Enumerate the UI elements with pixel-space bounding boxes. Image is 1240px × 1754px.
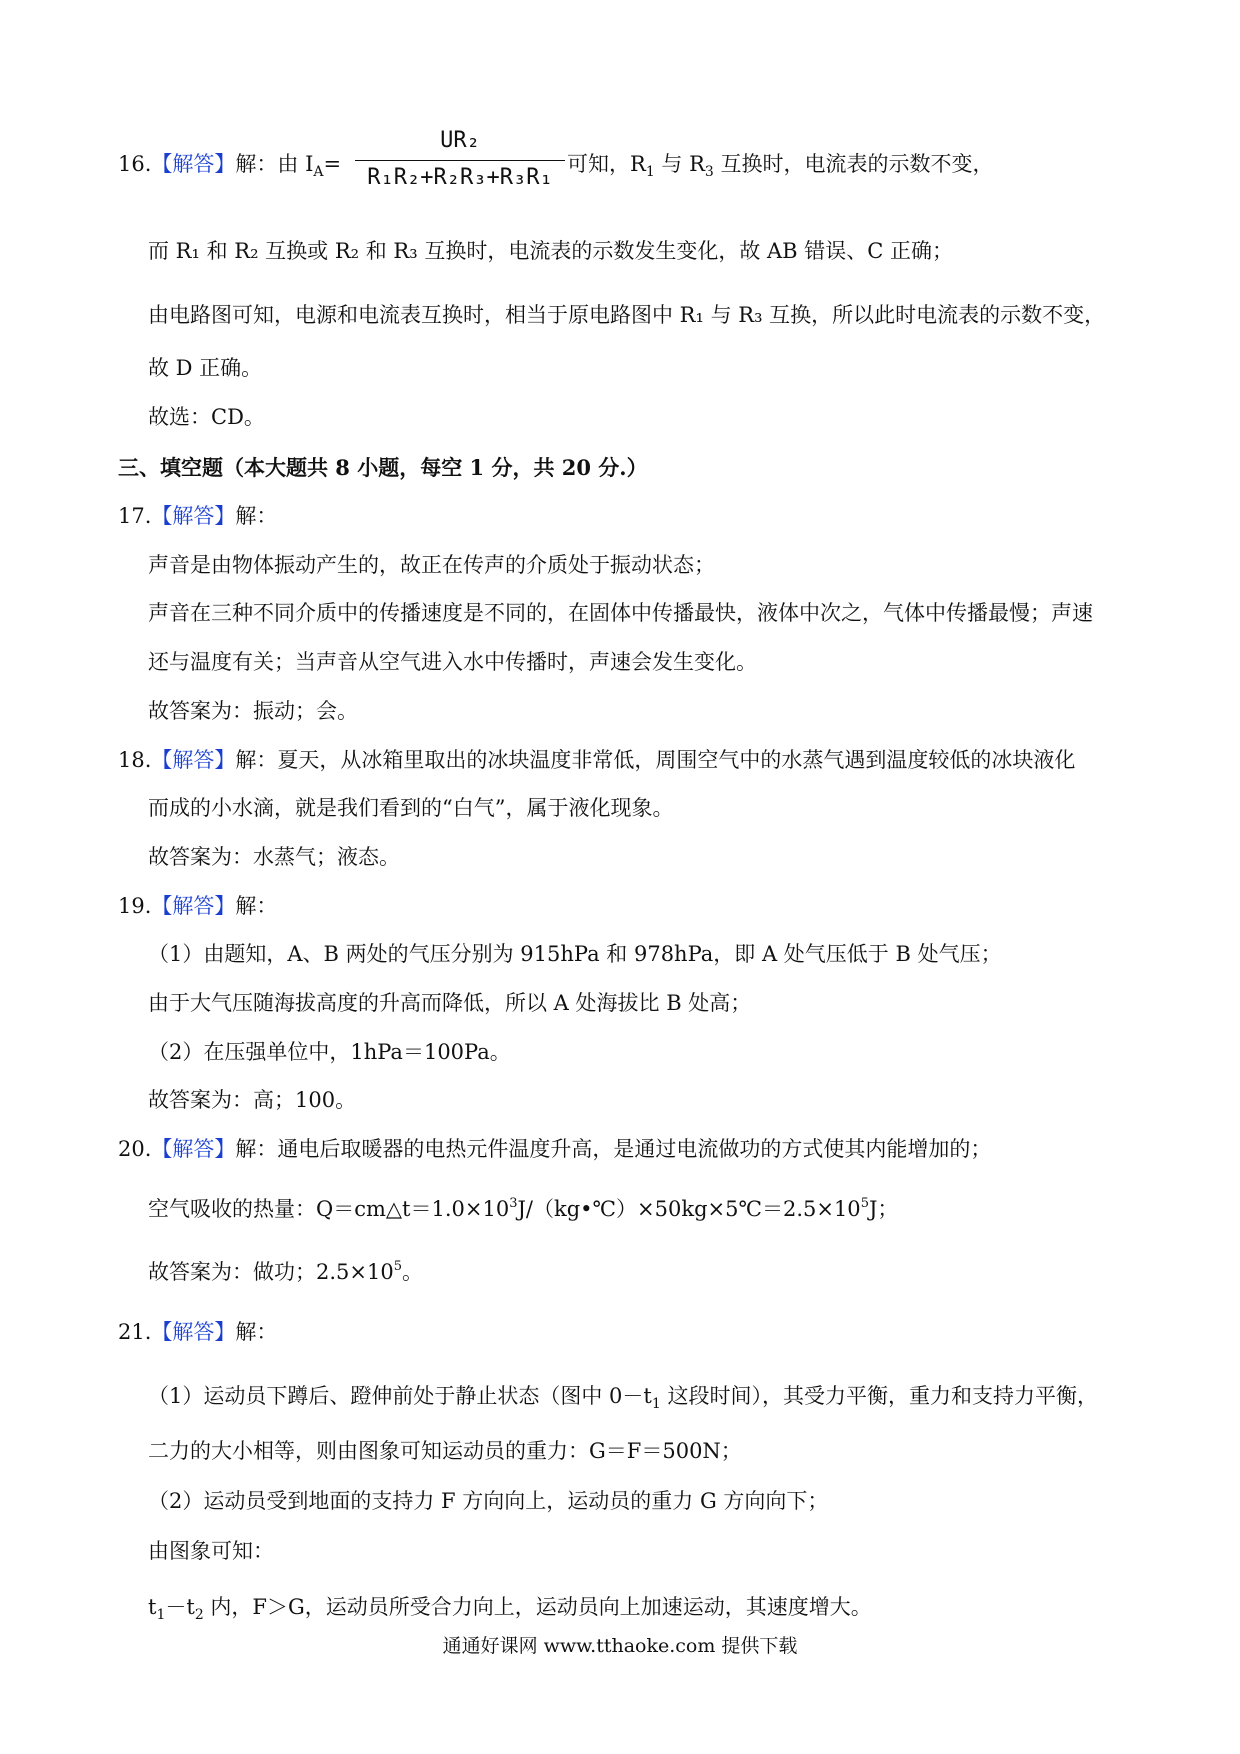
q16-post-a: 可知，R bbox=[567, 152, 646, 176]
q21-line-1 bbox=[148, 1384, 1098, 1412]
q20-line-1 bbox=[118, 1139, 991, 1160]
q16-text-pre: 解：由 I bbox=[235, 152, 314, 176]
answer-tag: 【解答】 bbox=[151, 152, 236, 176]
fraction-denominator: R₁R₂+R₂R₃+R₃R₁ bbox=[367, 165, 553, 190]
q19-line-3: （2）在压强单位中，1hPa＝100Pa。 bbox=[148, 1040, 511, 1064]
question-number: 19. bbox=[118, 894, 152, 918]
q16-equals: = bbox=[323, 152, 342, 176]
q21-line-5 bbox=[148, 1595, 872, 1623]
q20-heat-a: 空气吸收的热量：Q＝cm△t＝1.0×10 bbox=[148, 1197, 510, 1221]
section-heading: 三、填空题（本大题共 8 小题，每空 1 分，共 20 分.） bbox=[118, 455, 648, 480]
q16-post-b: 与 R bbox=[654, 152, 705, 176]
q16-line-1 bbox=[118, 152, 342, 180]
question-number: 16. bbox=[118, 152, 152, 176]
q18-line-2: 而成的小水滴，就是我们看到的“白气”，属于液化现象。 bbox=[148, 796, 674, 820]
question-number: 17. bbox=[118, 504, 152, 528]
q16-subscript-a: A bbox=[313, 164, 324, 180]
q21-l5-b: －t bbox=[165, 1595, 195, 1619]
question-number: 21. bbox=[118, 1320, 152, 1344]
fraction-bar bbox=[355, 160, 565, 161]
q21-l1-sub: 1 bbox=[651, 1396, 661, 1412]
q20-heat-b: J/（kg•℃）×50kg×5℃＝2.5×10 bbox=[517, 1197, 861, 1221]
q20-ans-a: 故答案为：做功；2.5×10 bbox=[148, 1260, 394, 1284]
q21-l5-sub1: 1 bbox=[156, 1607, 166, 1623]
q16-line-2: 而 R₁ 和 R₂ 互换或 R₂ 和 R₃ 互换时，电流表的示数发生变化，故 AB 错误、C 正确； bbox=[148, 239, 954, 263]
q16-post-sub2: 3 bbox=[704, 164, 714, 180]
q19-lead: 解： bbox=[235, 894, 278, 918]
answer-tag: 【解答】 bbox=[151, 748, 236, 772]
answer-tag: 【解答】 bbox=[151, 504, 236, 528]
answer-tag: 【解答】 bbox=[151, 1320, 236, 1344]
q21-line-3: （2）运动员受到地面的支持力 F 方向向上，运动员的重力 G 方向向下； bbox=[148, 1489, 829, 1513]
q21-l5-a: t bbox=[148, 1595, 157, 1619]
q20-answer bbox=[148, 1259, 423, 1284]
q18-text: 解：夏天，从冰箱里取出的冰块温度非常低，周围空气中的水蒸气遇到温度较低的冰块液化 bbox=[235, 748, 1076, 772]
q21-lead: 解： bbox=[235, 1320, 278, 1344]
q20-heat-c: J； bbox=[868, 1197, 899, 1221]
answer-tag: 【解答】 bbox=[151, 894, 236, 918]
q19-answer: 故答案为：高；100。 bbox=[148, 1088, 357, 1112]
q20-text: 解：通电后取暖器的电热元件温度升高，是通过电流做功的方式使其内能增加的； bbox=[235, 1137, 992, 1161]
q16-line-1-post bbox=[567, 152, 994, 180]
q21-l1-b: 这段时间），其受力平衡，重力和支持力平衡， bbox=[660, 1384, 1098, 1408]
question-number: 20. bbox=[118, 1137, 152, 1161]
q21-line-4: 由图象可知： bbox=[148, 1539, 274, 1563]
q17-line-1: 声音是由物体振动产生的，故正在传声的介质处于振动状态； bbox=[148, 553, 715, 577]
q16-post-sub1: 1 bbox=[645, 164, 655, 180]
q21-l1-a: （1）运动员下蹲后、蹬伸前处于静止状态（图中 0－t bbox=[148, 1384, 652, 1408]
q20-heat-sup1: 3 bbox=[509, 1196, 518, 1211]
q20-heat-sup2: 5 bbox=[860, 1196, 869, 1211]
page-footer: 通通好课网 www.tthaoke.com 提供下载 bbox=[442, 1635, 798, 1657]
q21-l5-c: 内，F＞G，运动员所受合力向上，运动员向上加速运动，其速度增大。 bbox=[203, 1595, 872, 1619]
q16-line-3: 由电路图可知，电源和电流表互换时，相当于原电路图中 R₁ 与 R₃ 互换，所以此时电流表的示数不变， bbox=[148, 303, 1106, 327]
q19-line-2: 由于大气压随海拔高度的升高而降低，所以 A 处海拔比 B 处高； bbox=[148, 991, 752, 1015]
q18-line-1 bbox=[118, 750, 1075, 771]
q19-line-1: （1）由题知，A、B 两处的气压分别为 915hPa 和 978hPa，即 A 处气压低于 B 处气压； bbox=[148, 942, 1002, 966]
q19-line-0 bbox=[118, 896, 277, 917]
q17-answer: 故答案为：振动；会。 bbox=[148, 699, 358, 723]
fraction-numerator: UR₂ bbox=[440, 128, 480, 153]
q17-lead: 解： bbox=[235, 504, 278, 528]
answer-tag: 【解答】 bbox=[151, 1137, 236, 1161]
q21-l5-sub2: 2 bbox=[194, 1607, 204, 1623]
q16-line-5: 故选：CD。 bbox=[148, 405, 265, 429]
q16-post-c: 互换时，电流表的示数不变， bbox=[713, 152, 994, 176]
q21-line-0 bbox=[118, 1322, 277, 1343]
q20-ans-b: 。 bbox=[402, 1260, 423, 1284]
q21-line-2: 二力的大小相等，则由图象可知运动员的重力：G＝F＝500N； bbox=[148, 1439, 742, 1463]
q17-line-3: 还与温度有关；当声音从空气进入水中传播时，声速会发生变化。 bbox=[148, 650, 757, 674]
q16-line-4: 故 D 正确。 bbox=[148, 356, 263, 380]
question-number: 18. bbox=[118, 748, 152, 772]
q20-line-2 bbox=[148, 1196, 899, 1221]
q18-answer: 故答案为：水蒸气；液态。 bbox=[148, 845, 400, 869]
current-formula-fraction bbox=[355, 128, 565, 190]
q20-ans-sup: 5 bbox=[393, 1259, 402, 1274]
q17-line-2: 声音在三种不同介质中的传播速度是不同的，在固体中传播最快，液体中次之，气体中传播最慢；声速 bbox=[148, 601, 1093, 625]
q17-line-0 bbox=[118, 506, 277, 527]
